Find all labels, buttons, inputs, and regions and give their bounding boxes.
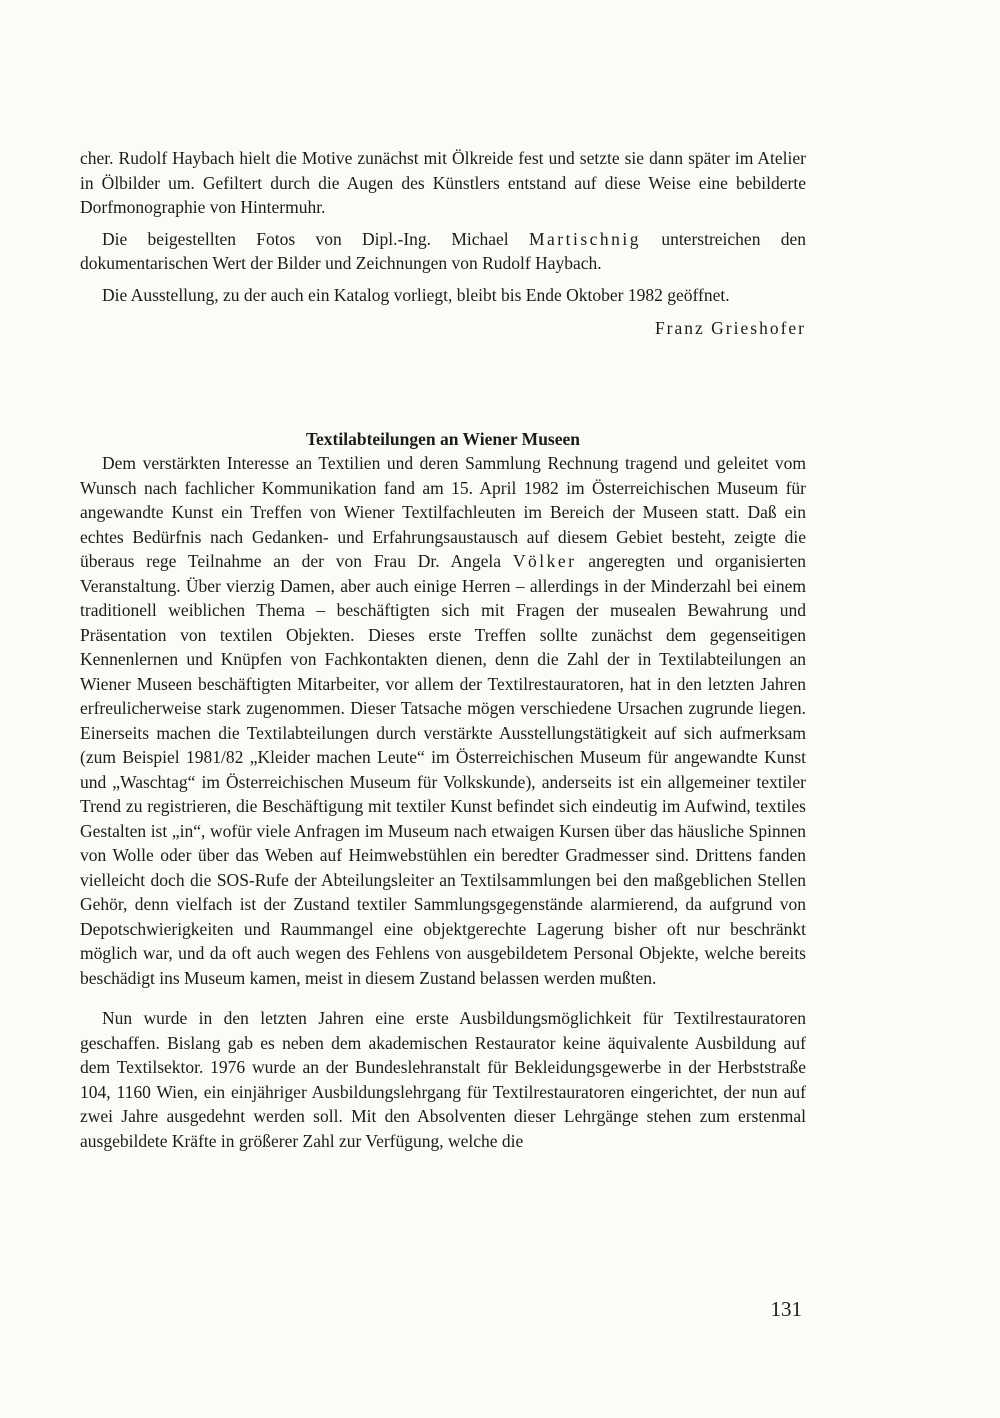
- person-name-martischnig: Martischnig: [528, 228, 642, 249]
- section-title: Textilabteilungen an Wiener Museen: [305, 428, 581, 449]
- person-name-voelker: Völker: [512, 551, 577, 571]
- paragraph-continuation: cher. Rudolf Haybach hielt die Motive zunächst mit Ölkreide fest und setzte sie dann später im Atelier in Ölbilder um. Gefiltert durch die Augen des Künstlers entstand auf diese Weise eine bebilderte Dorfmonographie von Hintermuhr.: [80, 148, 806, 217]
- paragraph-text: angeregten und organisierten Veranstaltung. Über vierzig Damen, aber auch einige Herren – allerdings in der Minderzahl bei einem traditionell weiblichen Thema – beschäftigten sich mit Fragen der musealen Bewahrung und Präsentation von textilen Objekten. Dieses erste Treffen sollte zunächst dem gegenseitigen Kennenlernen und Knüpfen von Fachkontakten dienen, denn die Zahl der in Textilabteilungen an Wiener Museen beschäftigten Mitarbeiter, vor allem der Textilrestauratoren, hat in den letzten Jahren erfreulicherweise stark zugenommen. Dieser Tatsache mögen verschiedene Ursachen zugrunde liegen. Einerseits machen die Textilabteilungen durch verstärkte Ausstellungstätigkeit auf sich aufmerksam (zum Beispiel 1981/82 „Kleider machen Leute“ im Österreichischen Museum für angewandte Kunst und „Waschtag“ im Österreichischen Museum für Volkskunde), anderseits ist ein allgemeiner textiler Trend zu registrieren, die Beschäftigung mit textiler Kunst befindet sich eindeutig im Aufwind, textiles Gestalten ist „in“, wofür viele Anfragen im Museum nach etwaigen Kursen über das häusliche Spinnen von Wolle oder über das Weben auf Heimwebstühlen ein beredter Gradmesser sind. Drittens fanden vielleicht doch die SOS-Rufe der Abteilungsleiter an Textilsammlungen bei den maßgeblichen Stellen Gehör, denn vielfach ist der Zustand textiler Sammlungsgegenstände alarmierend, da aufgrund von Depotschwierigkeiten und Raummangel eine objektgerechte Lagerung bisher oft nur beschränkt möglich war, und da oft auch wegen des Fehlens von ausgebildetem Personal Objekte, welche bereits beschädigt ins Museum kamen, meist in diesem Zustand belassen werden mußten.: [80, 551, 806, 988]
- paragraph-ausstellung: Die Ausstellung, zu der auch ein Katalog vorliegt, bleibt bis Ende Oktober 1982 geöffnet.: [102, 284, 730, 305]
- paragraph-ausbildung: Nun wurde in den letzten Jahren eine erste Ausbildungsmöglichkeit für Textilrestauratoren geschaffen. Bislang gab es neben dem akademischen Restaurator keine äquivalente Ausbildung auf dem Textilsektor. 1976 wurde an der Bundeslehranstalt für Bekleidungsgewerbe in der Herbststraße 104, 1160 Wien, ein einjähriger Ausbildungslehrgang für Textilrestauratoren eingerichtet, der nun auf zwei Jahre ausgedehnt werden soll. Mit den Absolventen dieser Lehrgänge stehen zum erstenmal ausgebildete Kräfte in größerer Zahl zur Verfügung, welche die: [80, 1008, 806, 1151]
- page-number: 131: [770, 1297, 802, 1321]
- text-column: [80, 146, 806, 1153]
- paragraph-text: Dem verstärkten Interesse an Textilien und deren Sammlung Rechnung tragend und geleitet vom Wunsch nach fachlicher Kommunikation fand am 15. April 1982 im Österreichischen Museum für angewandte Kunst ein Treffen von Wiener Textilfachleuten im Bereich der Museen statt. Daß ein echtes Bedürfnis nach Gedanken- und Erfahrungsaustausch auf diesem Gebiet besteht, zeigte die überaus rege Teilnahme an der von Frau Dr. Angela: [80, 453, 806, 571]
- paragraph-text: unterstreichen den dokumentarischen Wert der Bilder und Zeichnungen von Rudolf Haybach.: [80, 228, 806, 273]
- paragraph-section-main: [80, 451, 806, 990]
- paragraph-fotos: [80, 227, 806, 276]
- author-signature: [80, 316, 806, 341]
- author-name: Franz Grieshofer: [654, 318, 806, 338]
- paragraph-text: Die beigestellten Fotos von Dipl.-Ing. Michael: [102, 228, 529, 249]
